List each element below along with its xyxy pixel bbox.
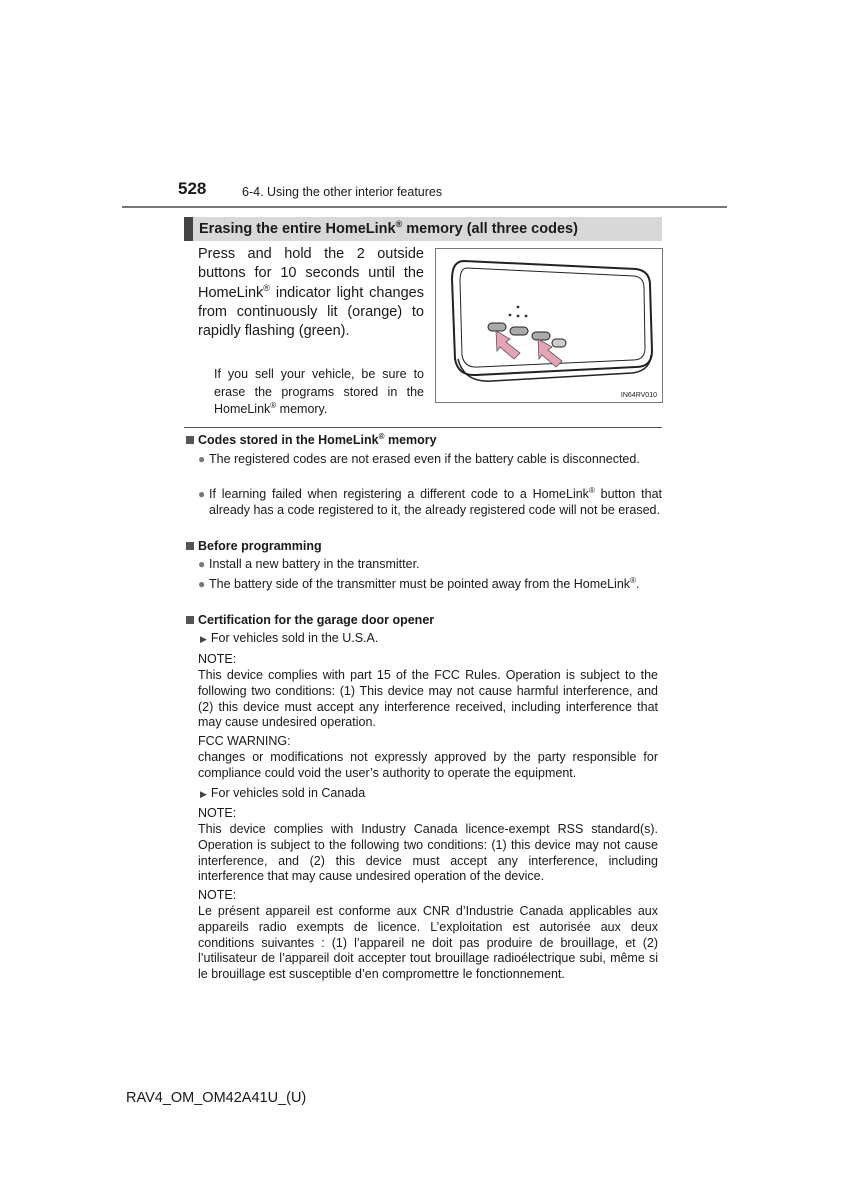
- triangle-bullet-icon: ▶: [200, 634, 207, 644]
- list-item: ● The battery side of the transmitter must be pointed away from the HomeLink®.: [198, 575, 640, 591]
- bullet-icon: ●: [198, 487, 206, 501]
- section-marker-icon: [186, 436, 194, 444]
- list-item: ● The registered codes are not erased even if the battery cable is disconnected.: [198, 452, 640, 466]
- usa-note-text: This device complies with part 15 of the FCC Rules. Operation is subject to the following two conditions: (1) This device may not cause harmful interference, and (2) this device must accept any interference received, including interference that may cause undesired operation.: [198, 668, 658, 730]
- bullet-icon: ●: [198, 577, 206, 591]
- usa-subheading: ▶ For vehicles sold in the U.S.A.: [200, 631, 379, 645]
- before-programming-heading: Before programming: [186, 539, 322, 553]
- list-item: ● Install a new battery in the transmitter.: [198, 557, 420, 571]
- bullet-icon: ●: [198, 452, 206, 466]
- homelink-button-2: [510, 327, 528, 335]
- certification-heading: Certification for the garage door opener: [186, 613, 434, 627]
- fcc-warning-label: FCC WARNING:: [198, 734, 291, 748]
- canada-note-label: NOTE:: [198, 806, 237, 820]
- rearview-mirror-drawing: [436, 249, 664, 404]
- erase-instruction: Press and hold the 2 outside buttons for 10 seconds until the HomeLink® indicator light changes from continuously lit (orange) to rapidly flashing (green).: [198, 246, 424, 340]
- header-divider: [122, 206, 727, 208]
- canada-note-text: This device complies with Industry Canada licence-exempt RSS standard(s). Operation is subject to the following two conditions: (1) this device may not cause interference, and (2) this device must accept any interference, including interference that may cause undesired operation of the device.: [198, 822, 658, 884]
- sell-vehicle-note: If you sell your vehicle, be sure to erase the programs stored in the HomeLink® memory.: [214, 367, 424, 416]
- document-code: RAV4_OM_OM42A41U_(U): [126, 1090, 307, 1106]
- canada-subheading: ▶ For vehicles sold in Canada: [200, 786, 366, 800]
- homelink-button-1: [488, 323, 506, 331]
- section-divider: [184, 427, 662, 428]
- usa-note-label: NOTE:: [198, 652, 237, 666]
- triangle-bullet-icon: ▶: [200, 789, 207, 799]
- section-marker-icon: [186, 616, 194, 624]
- list-item: ● If learning failed when registering a different code to a HomeLink® button that already has a code registered to it, the already registered code will not be erased.: [198, 485, 662, 517]
- bullet-icon: ●: [198, 557, 206, 571]
- fcc-warning-text: changes or modifications not expressly approved by the party responsible for compliance could void the user’s authority to operate the equipment.: [198, 750, 658, 780]
- section-marker-icon: [186, 542, 194, 550]
- mirror-illustration: [435, 248, 663, 403]
- homelink-button-3: [532, 332, 550, 340]
- figure-code: IN64RV010: [620, 392, 657, 399]
- page-number: 528: [178, 179, 207, 198]
- canada-fr-note-label: NOTE:: [198, 888, 237, 902]
- erase-memory-heading: Erasing the entire HomeLink® memory (all three codes): [184, 217, 662, 241]
- canada-fr-note-text: Le présent appareil est conforme aux CNR d’Industrie Canada applicables aux appareils radio exempts de licence. L’exploitation est autorisée aux deux conditions suivantes : (1) l’appareil ne doit pas produire de brouillage, et (2) l’utilisateur de l’appareil doit accepter tout brouillage radioélectrique subi, même si le brouillage est susceptible d’en compromettre le fonctionnement.: [198, 904, 658, 982]
- section-title: 6-4. Using the other interior features: [242, 185, 443, 199]
- codes-stored-heading: Codes stored in the HomeLink® memory: [186, 433, 437, 447]
